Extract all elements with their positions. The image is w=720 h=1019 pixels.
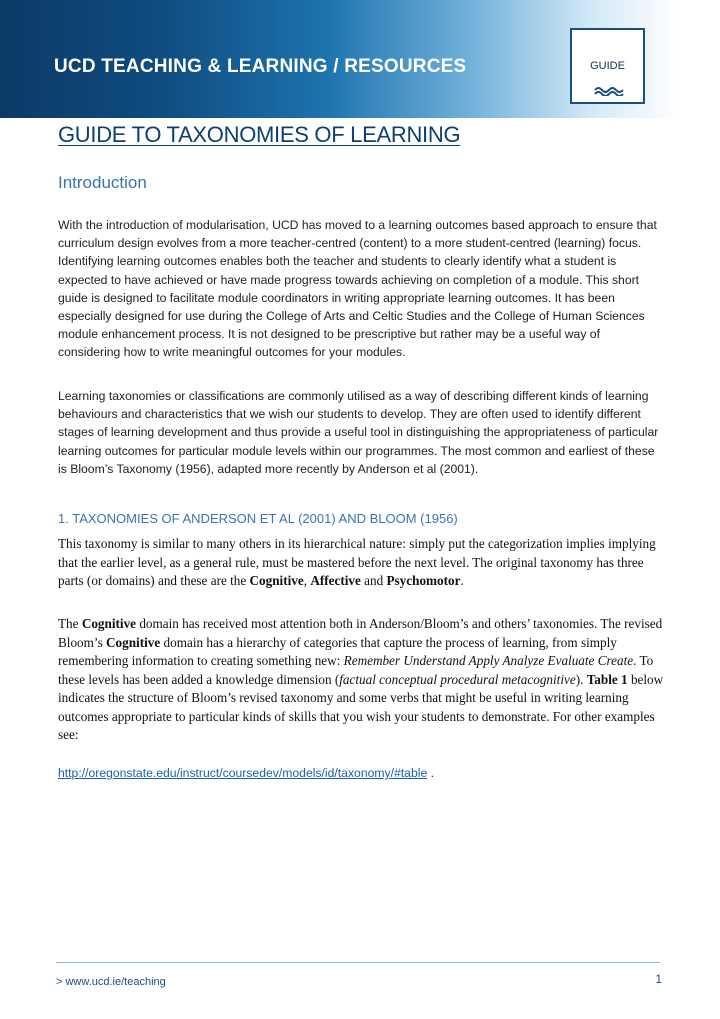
guide-label: GUIDE bbox=[590, 60, 625, 72]
footer-divider bbox=[56, 962, 660, 963]
text-run: and bbox=[360, 573, 387, 588]
italic-term: Remember Understand Apply Analyze Evaluate Create bbox=[343, 653, 634, 668]
text-run: domain has received most attention both in Anderson/Bloom’s and others’ taxonomies. The revised Bloom’s bbox=[58, 616, 663, 650]
bold-term: Psychomotor bbox=[386, 573, 461, 588]
text-run: below indicates the structure of Bloom’s revised taxonomy and some verbs that might be useful in writing learning outcomes appropriate to particular kinds of skills that you wish your students to demonstrate. For other examples see: bbox=[58, 671, 664, 742]
bold-term: Cognitive bbox=[106, 634, 161, 650]
taxonomy-reference-link[interactable]: http://oregonstate.edu/instruct/coursedev/models/id/taxonomy/#table bbox=[58, 766, 428, 780]
section-1-paragraph-2 bbox=[58, 615, 664, 745]
intro-paragraph-1: With the introduction of modularisation, UCD has moved to a learning outcomes based approach to ensure that curriculum design evolves from a more teacher-centred (content) to a more student-centred (learning) focus. Identifying learning outcomes enables both the teacher and students to clearly identify what a student is expected to have achieved or have made progress towards achieving on completion of a module. This short guide is designed to facilitate module coordinators in writing appropriate learning outcomes. It has been especially designed for use during the College of Arts and Celtic Studies and the College of Human Sciences module enhancement process. It is not designed to be prescriptive but rather may be a useful way of considering how to write meaningful outcomes for your modules. bbox=[58, 218, 657, 360]
document-title: GUIDE TO TAXONOMIES OF LEARNING bbox=[58, 122, 461, 147]
italic-term: factual conceptual procedural metacognitive bbox=[339, 671, 576, 687]
text-run: domain has a hierarchy of categories that capture the process of learning, from simply remembering information to creating something new: bbox=[58, 634, 617, 668]
wave-icon bbox=[594, 86, 624, 96]
text-run: . bbox=[460, 573, 464, 588]
reference-line bbox=[58, 766, 434, 780]
section-1-heading: 1. TAXONOMIES OF ANDERSON ET AL (2001) AND BLOOM (1956) bbox=[58, 511, 458, 526]
intro-heading: Introduction bbox=[58, 173, 147, 192]
bold-term: Affective bbox=[310, 573, 361, 588]
bold-term: Cognitive bbox=[249, 573, 304, 588]
text-run: This taxonomy is similar to many others in its hierarchical nature: simply put the categorization implies implying that the earlier level, as a general rule, must be mastered before the next level. The original taxonomy has three parts (or domains) and these are the bbox=[58, 536, 656, 588]
footer-url: > www.ucd.ie/teaching bbox=[56, 976, 166, 988]
link-suffix: . bbox=[427, 766, 435, 780]
intro-paragraph-2: Learning taxonomies or classifications are commonly utilised as a way of describing different kinds of learning behaviours and characteristics that we wish our students to develop. They are often used to identify different stages of learning development and thus provide a useful tool in distinguishing the appropriateness of particular learning outcomes for particular module levels within our programmes. The most common and earliest of these is Bloom’s Taxonomy (1956), adapted more recently by Anderson et al (2001). bbox=[58, 389, 659, 476]
text-run: . To these levels has been added a knowledge dimension ( bbox=[58, 653, 654, 687]
text-run: , bbox=[303, 573, 311, 588]
text-run: ). bbox=[575, 671, 587, 687]
bold-term: Table 1 bbox=[586, 671, 628, 687]
bold-term: Cognitive bbox=[81, 616, 137, 631]
header-title: UCD TEACHING & LEARNING / RESOURCES bbox=[54, 56, 467, 77]
guide-badge bbox=[570, 28, 645, 104]
page-number: 1 bbox=[655, 972, 662, 986]
section-1-paragraph-1 bbox=[58, 535, 664, 591]
page-header-banner bbox=[0, 0, 720, 118]
text-run: The bbox=[58, 616, 82, 631]
